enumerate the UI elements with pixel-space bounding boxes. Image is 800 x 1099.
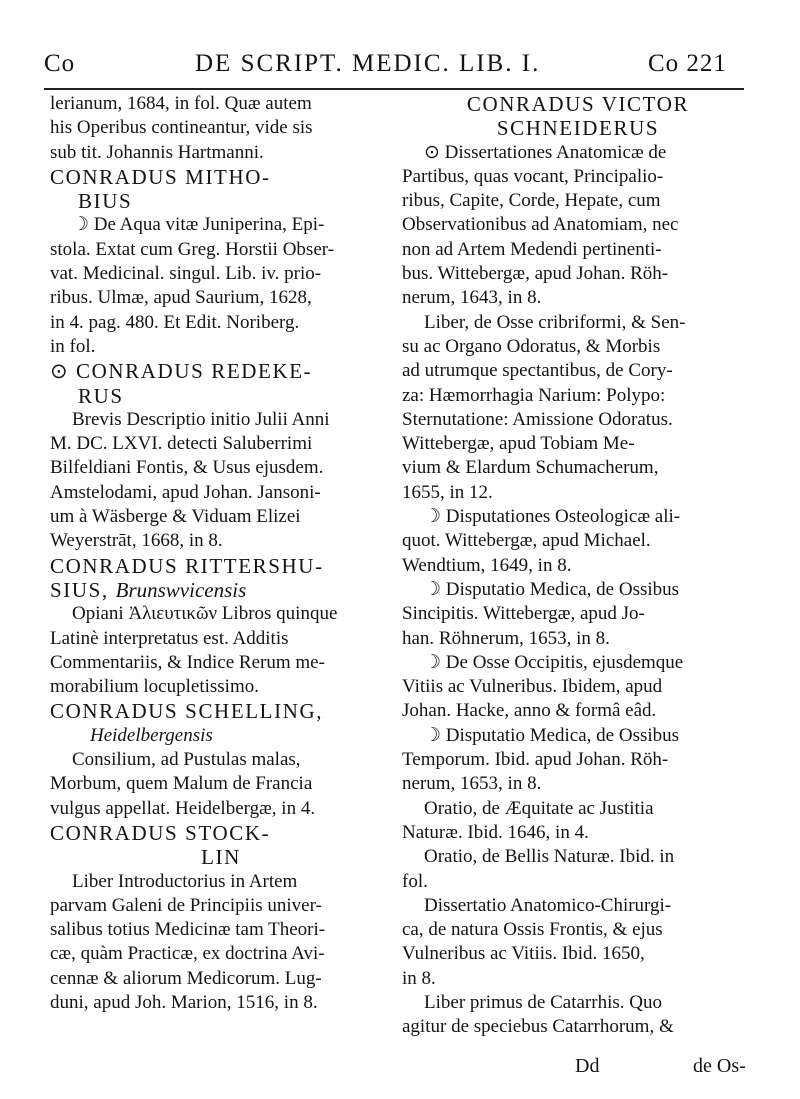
text-line: ☽ De Osse Occipitis, ejusdemque: [424, 651, 684, 673]
entry-heading: CONRADUS RITTERSHU-: [50, 553, 324, 578]
text-line: ☽ Disputatio Medica, de Ossibus: [424, 578, 680, 600]
text-line: Consilium, ad Pustulas malas,: [72, 749, 301, 771]
text-line: Dissertatio Anatomico-Chirurgi-: [424, 894, 672, 916]
entry-heading-origin: Heidelbergensis: [90, 724, 213, 746]
text-line: vat. Medicinal. singul. Lib. iv. prio-: [50, 263, 322, 285]
text-line: in fol.: [50, 335, 96, 357]
footer-catchword: de Os-: [693, 1055, 746, 1077]
text-line: Liber, de Osse cribriformi, & Sen-: [424, 311, 686, 333]
text-line: Partibus, quas vocant, Principalio-: [402, 165, 664, 187]
text-line: Brevis Descriptio initio Julii Anni: [72, 408, 330, 430]
text-line: M. DC. LXVI. detecti Saluberrimi: [50, 433, 313, 455]
text-line: Observationibus ad Anatomiam, nec: [402, 214, 679, 236]
header-left-catchword: Co: [44, 50, 76, 77]
text-line: vium & Elardum Schumacherum,: [402, 457, 659, 479]
text-line: his Operibus contineantur, vide sis: [50, 117, 313, 139]
text-line: Wendtium, 1649, in 8.: [402, 554, 572, 576]
entry-heading-origin: Brunswvicensis: [115, 577, 247, 602]
text-line: ribus, Capite, Corde, Hepate, cum: [402, 190, 661, 212]
text-line: ⊙ Dissertationes Anatomicæ de: [424, 141, 667, 163]
text-line: za: Hæmorrhagia Narium: Polypo:: [402, 384, 666, 406]
text-line: nerum, 1653, in 8.: [402, 773, 542, 795]
text-line: Weyerstrāt, 1668, in 8.: [50, 530, 223, 552]
text-line: Temporum. Ibid. apud Johan. Röh-: [402, 749, 669, 771]
text-line: ☽ Disputatio Medica, de Ossibus: [424, 724, 680, 746]
text-line: Oratio, de Bellis Naturæ. Ibid. in: [424, 846, 675, 868]
text-line: Vulneribus ac Vitiis. Ibid. 1650,: [402, 943, 645, 965]
entry-heading: RUS: [78, 383, 124, 408]
entry-heading-name: SIUS,: [50, 577, 116, 602]
text-line: nerum, 1643, in 8.: [402, 287, 542, 309]
text-line: 1655, in 12.: [402, 481, 493, 503]
header-right-page-number: Co 221: [648, 50, 727, 77]
text-line: Sternutatione: Amissione Odoratus.: [402, 408, 673, 430]
running-header: [40, 50, 765, 90]
header-title: DE SCRIPT. MEDIC. LIB. I.: [195, 50, 541, 77]
entry-heading: ⊙ CONRADUS REDEKE-: [50, 359, 313, 384]
text-line: ca, de natura Ossis Frontis, & ejus: [402, 919, 663, 941]
text-line: quot. Wittebergæ, apud Michael.: [402, 530, 651, 552]
entry-heading: CONRADUS VICTOR: [466, 92, 690, 116]
text-line: Sincipitis. Wittebergæ, apud Jo-: [402, 603, 645, 625]
text-line: bus. Wittebergæ, apud Johan. Röh-: [402, 263, 669, 285]
text-line: fol.: [402, 870, 428, 892]
text-line: Johan. Hacke, anno & formâ eâd.: [402, 700, 657, 722]
text-line: in 8.: [402, 967, 436, 989]
entry-heading: CONRADUS MITHO-: [50, 164, 271, 189]
text-line: Naturæ. Ibid. 1646, in 4.: [402, 821, 589, 843]
entry-heading: LIN: [201, 845, 241, 870]
text-line: agitur de speciebus Catarrhorum, &: [402, 1016, 674, 1038]
text-line: um à Wäsberge & Viduam Elizei: [50, 506, 301, 528]
text-line: Morbum, quem Malum de Francia: [50, 773, 313, 795]
text-line: Amstelodami, apud Johan. Jansoni-: [50, 481, 321, 503]
text-line: su ac Organo Odoratus, & Morbis: [402, 335, 661, 357]
text-line: Bilfeldiani Fontis, & Usus ejusdem.: [50, 457, 324, 479]
text-line: Vitiis ac Vulneribus. Ibidem, apud: [402, 676, 663, 698]
text-line: Oratio, de Æquitate ac Justitia: [424, 797, 654, 819]
text-line: salibus totius Medicinæ tam Theori-: [50, 919, 326, 941]
right-column: [402, 92, 754, 1040]
text-line: ☽ De Aqua vitæ Juniperina, Epi-: [72, 214, 325, 236]
text-line: cæ, quàm Practicæ, ex doctrina Avi-: [50, 943, 325, 965]
text-line: ribus. Ulmæ, apud Saurium, 1628,: [50, 287, 312, 309]
text-line: cennæ & aliorum Medicorum. Lug-: [50, 967, 322, 989]
text-line: Commentariis, & Indice Rerum me-: [50, 651, 325, 673]
entry-heading: CONRADUS STOCK-: [50, 820, 271, 845]
text-line: Liber primus de Catarrhis. Quo: [424, 991, 662, 1013]
text-line: stola. Extat cum Greg. Horstii Obser-: [50, 238, 335, 260]
signature-mark: Dd: [575, 1055, 600, 1077]
text-line: han. Röhnerum, 1653, in 8.: [402, 627, 610, 649]
text-line: non ad Artem Medendi pertinenti-: [402, 238, 662, 260]
entry-heading: [50, 578, 392, 602]
text-line: lerianum, 1684, in fol. Quæ autem: [50, 93, 312, 114]
entry-heading: BIUS: [78, 189, 133, 214]
text-line: parvam Galeni de Principiis univer-: [50, 894, 322, 916]
text-line: duni, apud Joh. Marion, 1516, in 8.: [50, 991, 318, 1013]
text-line: Opiani Ἀλιευτικῶν Libros quinque: [72, 603, 338, 625]
text-line: sub tit. Johannis Hartmanni.: [50, 141, 264, 163]
text-line: Liber Introductorius in Artem: [72, 870, 298, 892]
text-line: morabilium locupletissimo.: [50, 676, 259, 698]
text-line: ad utrumque spectantibus, de Cory-: [402, 360, 673, 382]
text-line: Latinè interpretatus est. Additis: [50, 627, 289, 649]
left-column: [50, 92, 392, 1015]
text-line: Wittebergæ, apud Tobiam Me-: [402, 433, 635, 455]
text-line: ☽ Disputationes Osteologicæ ali-: [424, 506, 681, 528]
entry-heading: CONRADUS SCHELLING,: [50, 699, 324, 724]
text-line: vulgus appellat. Heidelbergæ, in 4.: [50, 797, 316, 819]
text-line: in 4. pag. 480. Et Edit. Noriberg.: [50, 311, 300, 333]
entry-heading: SCHNEIDERUS: [496, 116, 660, 141]
header-rule: [44, 88, 744, 90]
